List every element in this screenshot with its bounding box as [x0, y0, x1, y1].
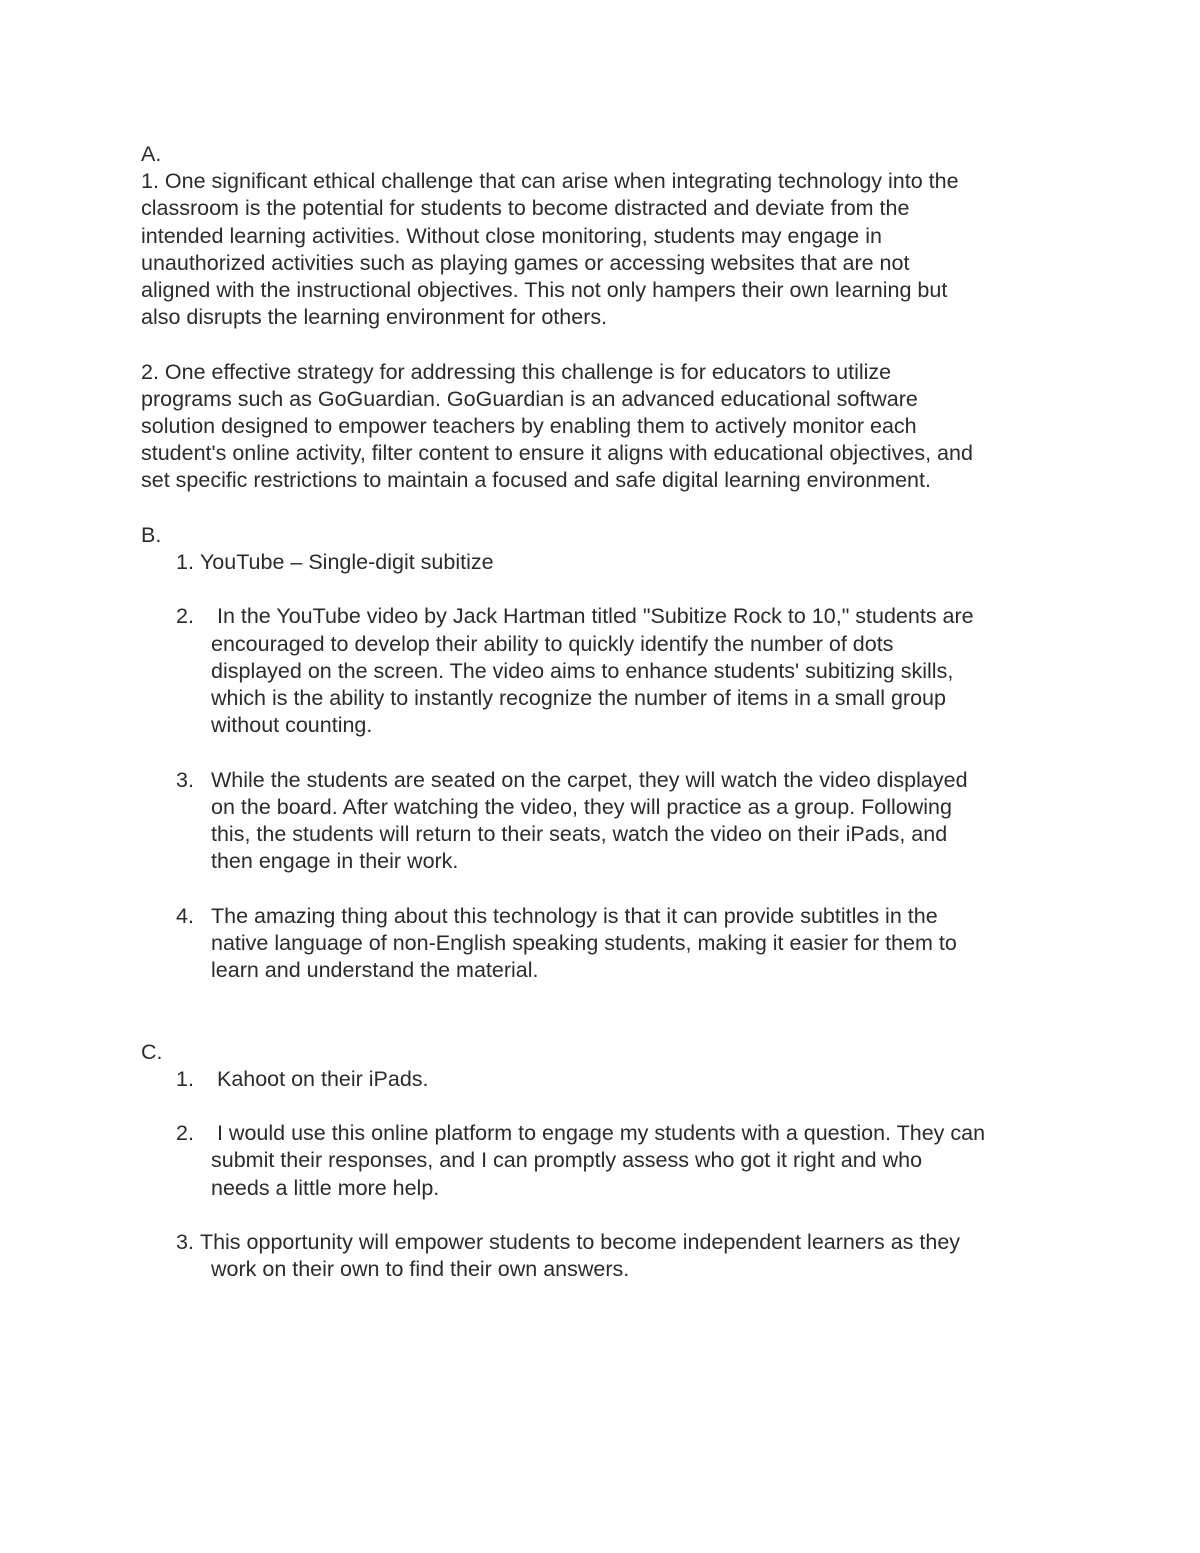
section-c-item-3 [176, 1229, 1071, 1256]
text-line: encouraged to develop their ability to quickly identify the number of dots [211, 631, 894, 656]
list-text [211, 603, 1071, 739]
text-line: also disrupts the learning environment for others. [141, 305, 608, 330]
section-a-label: A. [141, 142, 162, 166]
text-line: learn and understand the material. [211, 958, 539, 983]
text-line: intended learning activities. Without close monitoring, students may engage in [141, 223, 882, 248]
text-line: In the YouTube video by Jack Hartman titled "Subitize Rock to 10," students are [211, 604, 974, 629]
text-line: 2. One effective strategy for addressing this challenge is for educators to utilize [141, 359, 892, 384]
text-line: classroom is the potential for students to become distracted and deviate from the [141, 196, 910, 221]
text-line: unauthorized activities such as playing games or accessing websites that are not [141, 250, 910, 275]
text-line: which is the ability to instantly recognize the number of items in a small group [211, 686, 946, 711]
list-number: 1. [176, 550, 194, 575]
text-line: displayed on the screen. The video aims to enhance students' subitizing skills, [211, 658, 954, 683]
text-line: solution designed to empower teachers by enabling them to actively monitor each [141, 414, 917, 439]
text-line: without counting. [211, 713, 373, 738]
text-line: This opportunity will empower students to become independent learners as they [199, 1230, 961, 1254]
section-b-item-4 [176, 903, 1071, 985]
text-line: then engage in their work. [211, 849, 459, 874]
section-b-item-3 [176, 767, 1071, 876]
list-number: 2. [176, 604, 194, 629]
text-line: I would use this online platform to engage my students with a question. They can [211, 1121, 986, 1146]
list-text [200, 1229, 1071, 1256]
list-text [211, 1256, 1071, 1283]
section-c-item-2 [176, 1120, 1071, 1202]
section-b-item-2 [176, 603, 1071, 739]
list-text [211, 1120, 1071, 1202]
list-number: 1. [176, 1066, 194, 1091]
text-line: work on their own to find their own answers. [211, 1257, 630, 1282]
text-line: programs such as GoGuardian. GoGuardian is an advanced educational software [141, 386, 918, 411]
text-line: aligned with the instructional objectives. This not only hampers their own learning but [141, 278, 948, 303]
list-text: YouTube – Single-digit subitize [199, 550, 494, 575]
section-b-label: B. [141, 522, 162, 547]
list-number: 3. [176, 1230, 194, 1254]
text-line: submit their responses, and I can promptly assess who got it right and who [211, 1148, 923, 1173]
text-line: set specific restrictions to maintain a focused and safe digital learning environment. [141, 468, 931, 493]
section-b-item-1 [176, 549, 1071, 576]
section-c-label: C. [141, 1039, 163, 1064]
section-a-paragraph-1 [141, 168, 1071, 331]
list-text: Kahoot on their iPads. [211, 1066, 429, 1091]
section-c-item-3-continuation [176, 1256, 1071, 1283]
text-line: on the board. After watching the video, they will practice as a group. Following [211, 794, 952, 819]
text-line: this, the students will return to their seats, watch the video on their iPads, and [211, 822, 948, 847]
section-c-item-1 [176, 1066, 1071, 1093]
list-number: 3. [176, 767, 194, 792]
text-line: 1. One significant ethical challenge that can arise when integrating technology into the [141, 169, 959, 194]
text-line: needs a little more help. [211, 1175, 440, 1200]
text-line: student's online activity, filter content to ensure it aligns with educational objectives, and [141, 441, 973, 466]
text-line: native language of non-English speaking students, making it easier for them to [211, 930, 957, 955]
list-text [211, 903, 1071, 985]
list-number: 4. [176, 903, 194, 928]
section-a-paragraph-2 [141, 359, 1071, 495]
document-body [141, 141, 1071, 1283]
list-number: 2. [176, 1121, 194, 1146]
text-line: The amazing thing about this technology is that it can provide subtitles in the [211, 903, 938, 928]
text-line: While the students are seated on the carpet, they will watch the video displayed [211, 767, 968, 792]
list-text [211, 767, 1071, 876]
